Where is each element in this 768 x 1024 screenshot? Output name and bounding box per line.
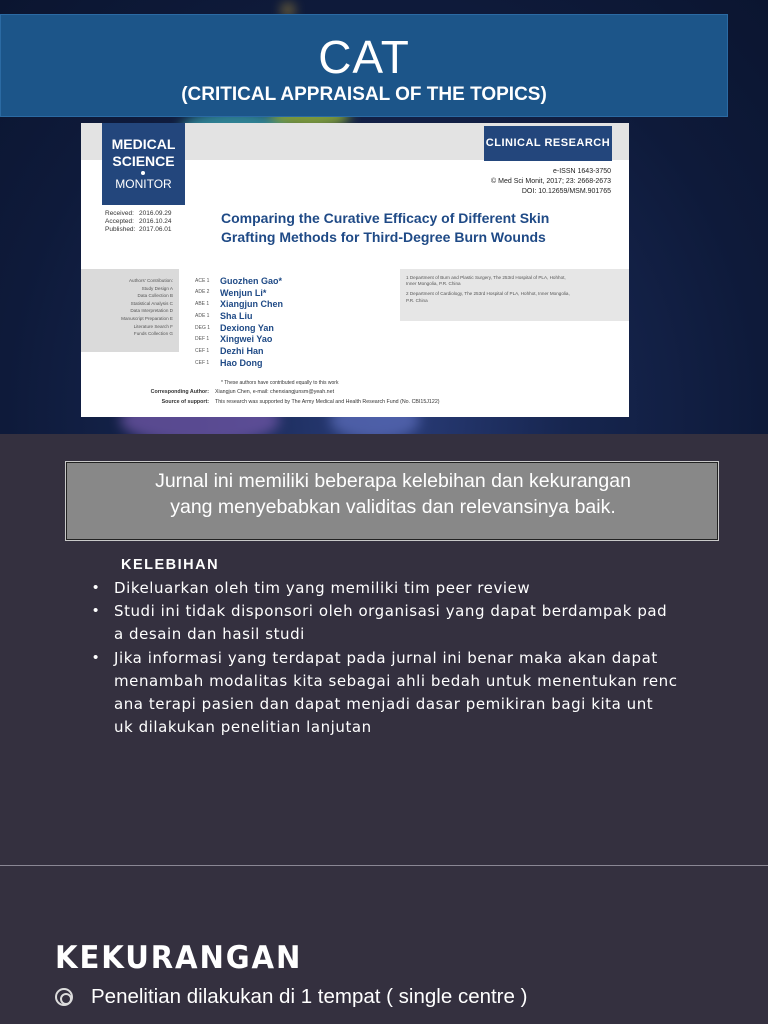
article-title: Comparing the Curative Efficacy of Different Skin Grafting Methods for Third-Degree Burn Wounds bbox=[221, 210, 550, 245]
date-row: Received: 2016.09.29 bbox=[105, 210, 172, 217]
bullet-icon: • bbox=[93, 579, 99, 596]
authors-contribution-box bbox=[81, 269, 179, 352]
kelebihan-line: menambah modalitas kita sebagai ahli bedah untuk menentukan renc bbox=[114, 672, 678, 690]
contribution-line: Data Collection B bbox=[137, 293, 173, 299]
contribution-line: Data Interpretation D bbox=[130, 308, 173, 314]
kelebihan-line: Dikeluarkan oleh tim yang memiliki tim peer review bbox=[114, 579, 531, 597]
contribution-line: Statistical Analysis C bbox=[130, 300, 173, 306]
author-row: ACE 1 Guozhen Gao* bbox=[195, 275, 283, 286]
date-row: Accepted: 2016.10.24 bbox=[105, 218, 172, 225]
bullet-icon: • bbox=[93, 602, 99, 619]
slide-divider bbox=[0, 865, 768, 866]
kelebihan-line: ana terapi pasien dan dapat menjadi dasar pemikiran bagi kita unt bbox=[114, 695, 654, 713]
bullet-icon: • bbox=[93, 649, 99, 666]
equal-contribution-footnote: * These authors have contributed equally to this work bbox=[221, 380, 339, 386]
slide-title: CAT bbox=[318, 31, 410, 83]
intro-line-2: yang menyebabkan validitas dan relevansinya baik. bbox=[170, 496, 616, 518]
slide-subtitle: (CRITICAL APPRAISAL OF THE TOPICS) bbox=[181, 84, 547, 105]
logo-line-2: SCIENCE bbox=[112, 153, 175, 169]
source-of-support: Source of support: This research was supported by The Army Medical and Health Research Fund (No. CBI15J122) bbox=[161, 399, 440, 405]
kelebihan-line: a desain dan hasil studi bbox=[114, 625, 305, 643]
author-row: CEF 1 Hao Dong bbox=[195, 357, 263, 368]
author-row: CEF 1 Dezhi Han bbox=[195, 345, 264, 356]
kelebihan-line: Studi ini tidak disponsori oleh organisasi yang dapat berdampak pad bbox=[114, 602, 668, 620]
issn: e-ISSN 1643-3750 bbox=[553, 168, 611, 175]
corresponding-author: Corresponding Author: Xiangjun Chen, e-mail: chenxiangjunsm@yeah.net bbox=[150, 389, 335, 395]
affiliation-line: Inner Mongolia, P.R. China bbox=[406, 281, 461, 287]
contribution-line: Funds Collection G bbox=[133, 331, 173, 337]
kelebihan-heading: KELEBIHAN bbox=[121, 557, 220, 573]
contribution-line: Authors' Contribution: bbox=[128, 278, 173, 283]
affiliations-box bbox=[400, 269, 629, 321]
author-row: DEG 1 Dexiong Yan bbox=[195, 322, 274, 333]
contribution-line: Literature Search F bbox=[133, 323, 173, 329]
journal-paper-image bbox=[81, 123, 629, 417]
kekurangan-heading: KEKURANGAN bbox=[55, 940, 303, 976]
double-circle-bullet-icon bbox=[55, 988, 73, 1006]
journal-logo bbox=[102, 123, 185, 205]
article-dates bbox=[105, 210, 172, 234]
doi: DOI: 10.12659/MSM.901765 bbox=[521, 188, 611, 195]
kekurangan-item: Penelitian dilakukan di 1 tempat ( single centre ) bbox=[91, 985, 528, 1008]
affiliation-line: P.R. China bbox=[406, 297, 428, 303]
contribution-line: Study Design A bbox=[141, 285, 173, 291]
kelebihan-line: Jika informasi yang terdapat pada jurnal ini benar maka akan dapat bbox=[114, 649, 658, 667]
logo-line-3: MONITOR bbox=[115, 177, 172, 191]
affiliation-line: 1 Department of Burn and Plastic Surgery, The 253rd Hospital of PLA, Hohhot, bbox=[406, 275, 566, 280]
clinical-research-badge: CLINICAL RESEARCH bbox=[484, 126, 612, 161]
intro-box bbox=[65, 461, 719, 541]
author-list bbox=[195, 272, 283, 366]
author-row: DEF 1 Xingwei Yao bbox=[195, 334, 273, 345]
contribution-line: Manuscript Preparation E bbox=[121, 315, 173, 321]
author-row: ABE 1 Xiangjun Chen bbox=[195, 299, 283, 310]
author-row: ADE 1 Sha Liu bbox=[195, 310, 253, 321]
intro-line-1: Jurnal ini memiliki beberapa kelebihan dan kekurangan bbox=[155, 470, 631, 492]
logo-line-1: MEDICAL bbox=[111, 136, 176, 152]
kelebihan-line: uk dilakukan penelitian lanjutan bbox=[114, 718, 372, 736]
date-row: Published: 2017.06.01 bbox=[105, 226, 172, 233]
affiliation-line: 2 Department of Cardiology, The 253rd Hospital of PLA, Hohhot, Inner Mongolia, bbox=[406, 291, 570, 297]
logo-dot bbox=[141, 171, 145, 175]
author-row: ADE 2 Wenjun Li* bbox=[195, 287, 267, 298]
citation: © Med Sci Monit, 2017; 23: 2668-2673 bbox=[491, 178, 611, 185]
